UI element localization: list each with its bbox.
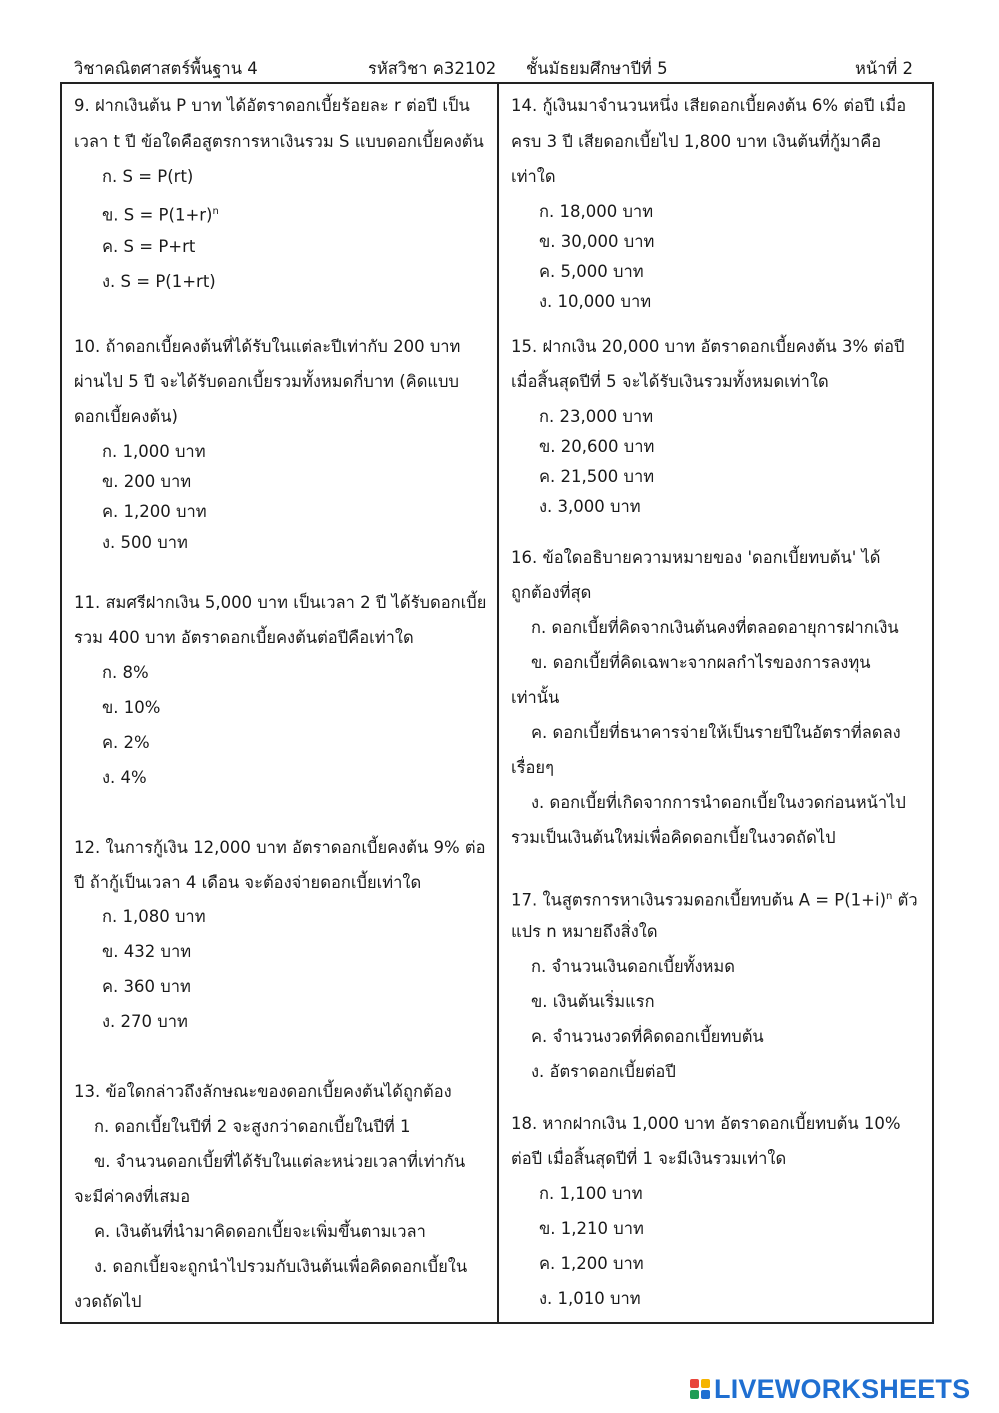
exponent: n [212, 206, 219, 217]
question-text: ดอกเบี้ยคงต้น) [74, 407, 178, 426]
option-a[interactable]: ก. ดอกเบี้ยที่คิดจากเงินต้นคงที่ตลอดอายุการฝากเงิน [531, 618, 899, 637]
option-a[interactable]: ก. 23,000 บาท [539, 407, 654, 426]
logo-square [690, 1379, 699, 1388]
option-d[interactable]: ง. ดอกเบี้ยที่เกิดจากการนำดอกเบี้ยในงวดก่อนหน้าไป [531, 793, 906, 812]
question-text: 14. กู้เงินมาจำนวนหนึ่ง เสียดอกเบี้ยคงต้น 6% ต่อปี เมื่อ [511, 96, 907, 115]
option-a[interactable]: ก. ดอกเบี้ยในปีที่ 2 จะสูงกว่าดอกเบี้ยในปีที่ 1 [94, 1117, 411, 1136]
option-a[interactable]: ก. 8% [102, 663, 149, 682]
option-c-cont: เรื่อยๆ [511, 758, 554, 777]
question-text: เมื่อสิ้นสุดปีที่ 5 จะได้รับเงินรวมทั้งหมดเท่าใด [511, 372, 829, 391]
option-c[interactable]: ค. 1,200 บาท [539, 1254, 644, 1273]
question-text: 15. ฝากเงิน 20,000 บาท อัตราดอกเบี้ยคงต้น 3% ต่อปี [511, 337, 905, 356]
page-number: หน้าที่ 2 [855, 59, 914, 78]
option-c[interactable]: ค. 5,000 บาท [539, 262, 644, 281]
logo-square [701, 1379, 710, 1388]
option-b[interactable]: ข. 30,000 บาท [539, 232, 655, 251]
question-text: เวลา t ปี ข้อใดคือสูตรการหาเงินรวม S แบบดอกเบี้ยคงต้น [74, 132, 484, 151]
question-text: ครบ 3 ปี เสียดอกเบี้ยไป 1,800 บาท เงินต้นที่กู้มาคือ [511, 132, 882, 151]
logo-square [690, 1390, 699, 1399]
option-b-cont: จะมีค่าคงที่เสมอ [74, 1187, 191, 1206]
logo-mark-icon [690, 1379, 710, 1399]
option-b[interactable]: ข. เงินต้นเริ่มแรก [531, 992, 655, 1011]
option-b[interactable]: ข. 10% [102, 698, 161, 717]
logo-square [701, 1390, 710, 1399]
liveworksheets-logo[interactable] [690, 1374, 970, 1404]
option-a[interactable]: ก. 1,080 บาท [102, 907, 206, 926]
option-c[interactable]: ค. 21,500 บาท [539, 467, 655, 486]
question-text: 18. หากฝากเงิน 1,000 บาท อัตราดอกเบี้ยทบต้น 10% [511, 1114, 901, 1133]
option-c[interactable]: ค. ดอกเบี้ยที่ธนาคารจ่ายให้เป็นรายปีในอัตราที่ลดลง [531, 723, 901, 742]
option-a[interactable]: ก. S = P(rt) [102, 167, 194, 186]
option-b[interactable]: ข. ดอกเบี้ยที่คิดเฉพาะจากผลกำไรของการลงทุน [531, 653, 871, 672]
option-d[interactable]: ง. 3,000 บาท [539, 497, 641, 516]
option-a[interactable]: ก. จำนวนเงินดอกเบี้ยทั้งหมด [531, 957, 736, 976]
option-b[interactable] [102, 201, 219, 227]
question-text: ถูกต้องที่สุด [511, 583, 592, 602]
question-text: ปี ถ้ากู้เป็นเวลา 4 เดือน จะต้องจ่ายดอกเบี้ยเท่าใด [74, 873, 422, 892]
column-divider [497, 82, 499, 1324]
option-b[interactable]: ข. 432 บาท [102, 942, 192, 961]
option-a[interactable]: ก. 1,000 บาท [102, 442, 206, 461]
option-b-text: ข. S = P(1+r) [102, 205, 213, 225]
option-d[interactable]: ง. ดอกเบี้ยจะถูกนำไปรวมกับเงินต้นเพื่อคิดดอกเบี้ยใน [94, 1257, 468, 1276]
option-d-cont: รวมเป็นเงินต้นใหม่เพื่อคิดดอกเบี้ยในงวดถัดไป [511, 828, 836, 847]
exponent: n [886, 891, 893, 902]
option-d[interactable]: ง. อัตราดอกเบี้ยต่อปี [531, 1062, 676, 1081]
logo-text: LIVEWORKSHEETS [714, 1373, 971, 1404]
option-b[interactable]: ข. 200 บาท [102, 472, 192, 491]
option-a[interactable]: ก. 18,000 บาท [539, 202, 654, 221]
option-c[interactable]: ค. 360 บาท [102, 977, 191, 996]
question-text: 16. ข้อใดอธิบายความหมายของ 'ดอกเบี้ยทบต้น' ได้ [511, 548, 881, 567]
question-text: 11. สมศรีฝากเงิน 5,000 บาท เป็นเวลา 2 ปี ได้รับดอกเบี้ย [74, 593, 487, 612]
question-text: ผ่านไป 5 ปี จะได้รับดอกเบี้ยรวมทั้งหมดกี่บาท (คิดแบบ [74, 372, 459, 391]
question-text: แปร n หมายถึงสิ่งใด [511, 922, 658, 941]
question-text: 12. ในการกู้เงิน 12,000 บาท อัตราดอกเบี้ยคงต้น 9% ต่อ [74, 838, 486, 857]
course-code: รหัสวิชา ค32102 [368, 59, 497, 78]
question-text: 9. ฝากเงินต้น P บาท ได้อัตราดอกเบี้ยร้อยละ r ต่อปี เป็น [74, 96, 470, 115]
option-d[interactable]: ง. S = P(1+rt) [102, 272, 216, 291]
option-d[interactable]: ง. 4% [102, 768, 147, 787]
option-d[interactable]: ง. 270 บาท [102, 1012, 188, 1031]
option-b[interactable]: ข. จำนวนดอกเบี้ยที่ได้รับในแต่ละหน่วยเวลาที่เท่ากัน [94, 1152, 466, 1171]
question-text: 13. ข้อใดกล่าวถึงลักษณะของดอกเบี้ยคงต้นได้ถูกต้อง [74, 1082, 452, 1101]
option-b[interactable]: ข. 1,210 บาท [539, 1219, 644, 1238]
option-c[interactable]: ค. 2% [102, 733, 150, 752]
question-text: เท่าใด [511, 167, 556, 186]
question-text: รวม 400 บาท อัตราดอกเบี้ยคงต้นต่อปีคือเท่าใด [74, 628, 414, 647]
option-a[interactable]: ก. 1,100 บาท [539, 1184, 643, 1203]
option-d[interactable]: ง. 10,000 บาท [539, 292, 652, 311]
option-c[interactable]: ค. จำนวนงวดที่คิดดอกเบี้ยทบต้น [531, 1027, 764, 1046]
option-d-cont: งวดถัดไป [74, 1292, 142, 1311]
subject-title: วิชาคณิตศาสตร์พื้นฐาน 4 [74, 59, 258, 78]
question-text-part: ตัว [892, 890, 918, 910]
option-b[interactable]: ข. 20,600 บาท [539, 437, 655, 456]
option-d[interactable]: ง. 500 บาท [102, 533, 188, 552]
grade-level: ชั้นมัธยมศึกษาปีที่ 5 [526, 59, 668, 78]
question-text: 10. ถ้าดอกเบี้ยคงต้นที่ได้รับในแต่ละปีเท่ากับ 200 บาท [74, 337, 461, 356]
question-text-part: 17. ในสูตรการหาเงินรวมดอกเบี้ยทบต้น A = P(1+i) [511, 890, 887, 910]
option-c[interactable]: ค. S = P+rt [102, 237, 196, 256]
question-text [511, 886, 918, 912]
option-b-cont: เท่านั้น [511, 688, 560, 707]
option-c[interactable]: ค. เงินต้นที่นำมาคิดดอกเบี้ยจะเพิ่มขึ้นตามเวลา [94, 1222, 426, 1241]
option-c[interactable]: ค. 1,200 บาท [102, 502, 207, 521]
option-d[interactable]: ง. 1,010 บาท [539, 1289, 641, 1308]
question-text: ต่อปี เมื่อสิ้นสุดปีที่ 1 จะมีเงินรวมเท่าใด [511, 1149, 787, 1168]
